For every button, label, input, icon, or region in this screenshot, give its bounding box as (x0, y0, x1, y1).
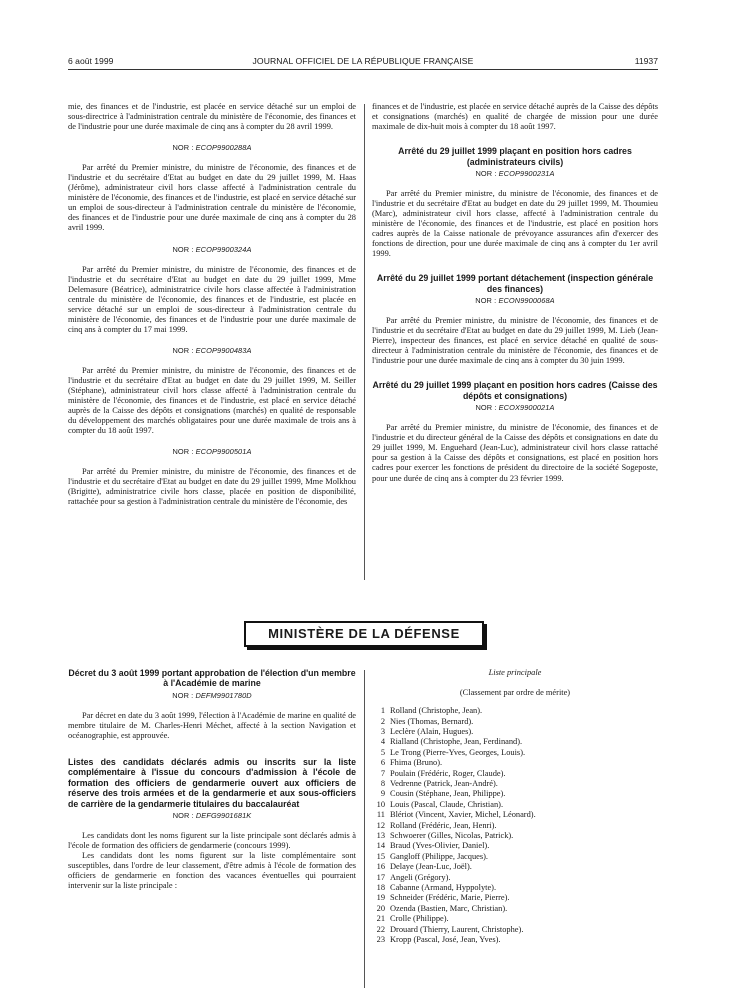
list-item-rank: 5 (380, 747, 385, 757)
nor-code: ECOP9900324A (195, 244, 252, 254)
list-item-name: Vedrenne (Patrick, Jean-André). (390, 778, 498, 788)
continuation-paragraph: finances et de l'industrie, est placée en service détaché auprès de la Caisse des dépôts et consignations (marchés) en qualité de chargée de mission pour une durée maximale de dix-huit mois à compter du 18 août 1997. (372, 102, 658, 132)
header-journal-title: JOURNAL OFFICIEL DE LA RÉPUBLIQUE FRANÇAISE (252, 56, 474, 66)
nor-label: NOR : (475, 296, 497, 306)
nor-code: ECON9900068A (498, 296, 555, 306)
decree-paragraph: Par arrêté du Premier ministre, du ministre de l'économie, des finances et de l'industrie et du secrétaire d'Etat au budget en date du 29 juillet 1999, M. Thoumieu (Marc), administrateur civil hors classe, affecté à l'administration centrale du ministère de l'économie, des finances et de l'industrie, est placé en position hors cadres auprès de la Caisse nationale de prévoyance assurances afin d'exercer des fonctions de direction, pour une durée maximale de cinq ans à compter du 1er avril 1999. (372, 189, 658, 259)
bottom-right-column (372, 668, 658, 945)
list-item-name: Schwoerer (Gilles, Nicolas, Patrick). (390, 830, 514, 840)
continuation-paragraph: mie, des finances et de l'industrie, est placée en service détaché sur un emploi de sous-directrice à l'administration centrale du ministère de l'économie, des finances et de l'industrie pour une durée maximale de cinq ans à compter du 28 avril 1999. (68, 102, 356, 132)
column-divider-top (364, 104, 365, 580)
list-item-name: Nies (Thomas, Bernard). (390, 716, 474, 726)
section-heading: Arrêté du 29 juillet 1999 portant détachement (inspection générale des finances) (376, 273, 654, 294)
nor-reference (372, 296, 658, 306)
list-item (372, 789, 658, 799)
nor-reference (68, 346, 356, 356)
section-heading: Listes des candidats déclarés admis ou inscrits sur la liste complémentaire à l'issue du concours d'admission à l'école de formation des officiers de gendarmerie ouvert aux officiers de réserve des trois armées et de la gendarmerie et aux sous-officiers de carrière de la gendarmerie titulaires du baccalauréat (68, 757, 356, 809)
nor-label: NOR : (172, 345, 194, 355)
list-item-rank: 9 (380, 789, 385, 799)
list-item (372, 769, 658, 779)
body-paragraph: Les candidats dont les noms figurent sur la liste complémentaire sont susceptibles, dans l'ordre de leur classement, d'être admis à l'école de formation des officiers de gendarmerie en fonction des vacances éventuelles qui pourraient intervenir sur la liste principale : (68, 851, 356, 891)
list-item-name: Gangloff (Philippe, Jacques). (390, 851, 488, 861)
list-title: Liste principale (488, 668, 542, 677)
list-item-rank: 16 (376, 862, 385, 872)
list-item (372, 862, 658, 872)
list-item (372, 810, 658, 820)
ministry-banner: MINISTÈRE DE LA DÉFENSE (244, 621, 484, 647)
nor-reference (372, 169, 658, 179)
section-heading: Décret du 3 août 1999 portant approbation de l'élection d'un membre à l'Académie de marine (68, 668, 356, 689)
list-item-rank: 4 (380, 737, 385, 747)
list-item-name: Delaye (Jean-Luc, Joël). (390, 862, 472, 872)
list-item (372, 873, 658, 883)
top-left-column (68, 102, 356, 508)
list-item-rank: 6 (380, 758, 385, 768)
nor-reference (68, 811, 356, 821)
list-item (372, 914, 658, 924)
list-item-rank: 15 (376, 851, 385, 861)
nor-code: DEFM9901780D (195, 690, 252, 700)
decree-paragraph: Par arrêté du Premier ministre, du ministre de l'économie, des finances et de l'industrie et du secrétaire d'Etat au budget en date du 29 juillet 1999, Mme Delemasure (Béatrice), administratrice civile hors classe affectée à l'administration centrale du ministère de l'économie, des finances et de l'industrie, est placée en service détaché sur un emploi de sous-directeur à l'administration centrale du ministère de l'économie, des finances et de l'industrie pour une durée maximale de cinq ans à compter du 17 mai 1999. (68, 264, 356, 334)
list-item-rank: 21 (376, 914, 385, 924)
list-item-name: Blériot (Vincent, Xavier, Michel, Léonard). (390, 810, 536, 820)
list-item (372, 821, 658, 831)
nor-code: ECOP9900501A (195, 447, 252, 457)
nor-reference (68, 245, 356, 255)
list-item-name: Angeli (Grégory). (390, 872, 451, 882)
decree-paragraph: Par arrêté du Premier ministre, du ministre de l'économie, des finances et de l'industrie et du secrétaire d'Etat au budget en date du 29 juillet 1999, M. Haas (Jérôme), administrateur civil hors classe affecté à l'administration centrale du ministère de l'économie, des finances et de l'industrie, est placé en service détaché sur un emploi de sous-directeur à l'administration centrale du ministère de l'économie, des finances et de l'industrie pour une durée maximale de cinq ans à compter du 28 avril 1999. (68, 163, 356, 233)
nor-code: ECOP9900288A (195, 143, 252, 153)
list-item (372, 706, 658, 716)
list-item-rank: 12 (376, 820, 385, 830)
list-item (372, 758, 658, 768)
list-item-name: Crolle (Philippe). (390, 914, 449, 924)
list-item-rank: 18 (376, 883, 385, 892)
nor-code: ECOP9900483A (195, 345, 252, 355)
list-item (372, 737, 658, 747)
page-header (68, 56, 658, 70)
list-item-name: Poulain (Frédéric, Roger, Claude). (390, 768, 506, 778)
list-item-rank: 10 (376, 799, 385, 809)
decree-paragraph: Par décret en date du 3 août 1999, l'élection à l'Académie de marine en qualité de membre titulaire de M. Charles-Henri Méchet, affecté à la section Navigation et océanographie, est approuvée. (68, 710, 356, 740)
nor-label: NOR : (172, 811, 194, 821)
list-item-rank: 22 (376, 924, 385, 934)
column-divider-bottom (364, 670, 365, 988)
nor-label: NOR : (475, 168, 497, 178)
list-item-rank: 13 (376, 830, 385, 840)
top-right-column (372, 102, 658, 484)
nor-code: DEFG9901681K (195, 811, 252, 821)
section-heading: Arrêté du 29 juillet 1999 plaçant en position hors cadres (administrateurs civils) (398, 146, 632, 167)
list-item (372, 748, 658, 758)
decree-paragraph: Par arrêté du Premier ministre, du ministre de l'économie, des finances et de l'industrie et du secrétaire d'Etat au budget en date du 29 juillet 1999, Mme Molkhou (Brigitte), administratrice civile hors classe, placée en position de disponibilité, rattachée pour sa gestion à l'administration centrale du ministère de l'économie, des (68, 467, 356, 507)
list-item (372, 841, 658, 851)
list-item-name: Schneider (Frédéric, Marie, Pierre). (390, 893, 510, 903)
list-item-name: Drouard (Thierry, Laurent, Christophe). (390, 924, 524, 934)
list-item-rank: 14 (376, 841, 385, 851)
list-item-rank: 8 (380, 778, 385, 788)
list-item-name: Leclère (Alain, Hugues). (390, 726, 474, 736)
list-item-name: Rolland (Christophe, Jean). (390, 706, 483, 716)
decree-paragraph: Par arrêté du Premier ministre, du ministre de l'économie, des finances et de l'industrie et du secrétaire d'Etat au budget en date du 29 juillet 1999, M. Lieb (Jean-Pierre), inspecteur des finances, est placé en service détaché en qualité de sous-directeur à l'administration centrale du ministère de l'économie, des finances et de l'industrie pour une durée maximale de cinq ans à compter du 30 juin 1999. (372, 316, 658, 366)
candidate-list (372, 706, 658, 945)
header-rule (68, 69, 658, 70)
list-item (372, 779, 658, 789)
list-item (372, 852, 658, 862)
list-item-rank: 1 (380, 706, 385, 716)
list-item-name: Louis (Pascal, Claude, Christian). (390, 799, 504, 809)
list-subtitle: (Classement par ordre de mérite) (459, 688, 571, 698)
list-item-name: Rolland (Frédéric, Jean, Henri). (390, 820, 497, 830)
list-item (372, 727, 658, 737)
section-heading: Arrêté du 29 juillet 1999 plaçant en position hors cadres (Caisse des dépôts et consignations) (372, 380, 658, 401)
list-item-rank: 19 (376, 893, 385, 903)
header-date: 6 août 1999 (68, 56, 114, 66)
list-item-name: Le Trong (Pierre-Yves, Georges, Louis). (390, 747, 526, 757)
nor-code: ECOX9900021A (498, 403, 555, 413)
list-item-name: Cabanne (Armand, Hyppolyte). (390, 883, 497, 892)
body-paragraph: Les candidats dont les noms figurent sur la liste principale sont déclarés admis à l'école de formation des officiers de gendarmerie (concours 1999). (68, 831, 356, 851)
nor-reference (372, 403, 658, 413)
list-item (372, 904, 658, 914)
nor-label: NOR : (172, 447, 194, 457)
list-item (372, 893, 658, 903)
nor-label: NOR : (172, 690, 194, 700)
nor-reference (68, 447, 356, 457)
list-item-rank: 11 (376, 810, 385, 820)
nor-code: ECOP9900231A (498, 168, 555, 178)
list-item-rank: 20 (376, 903, 385, 913)
list-item (372, 925, 658, 935)
nor-label: NOR : (172, 143, 194, 153)
nor-reference (68, 691, 356, 701)
list-item (372, 935, 658, 945)
list-item (372, 717, 658, 727)
list-item-rank: 17 (376, 872, 385, 882)
nor-label: NOR : (172, 244, 194, 254)
header-page-number: 11937 (634, 56, 658, 66)
list-item-name: Fhima (Bruno). (390, 758, 443, 768)
list-item-name: Rialland (Christophe, Jean, Ferdinand). (390, 737, 523, 747)
list-item-name: Kropp (Pascal, José, Jean, Yves). (390, 935, 501, 945)
decree-paragraph: Par arrêté du Premier ministre, du ministre de l'économie, des finances et de l'industrie et du secrétaire d'Etat au budget en date du 29 juillet 1999, M. Seiller (Stéphane), administrateur civil hors classe affecté à l'administration centrale du ministère de l'économie, des finances et de l'industrie, est placé en service détaché auprès de la Caisse des dépôts et consignations (marchés) en qualité de responsable du développement des marchés obligataires pour une durée maximale de trois ans à compter du 18 août 1997. (68, 365, 356, 436)
list-item (372, 883, 658, 893)
list-item (372, 800, 658, 810)
list-item-name: Cousin (Stéphane, Jean, Philippe). (390, 789, 506, 799)
list-item-rank: 23 (376, 935, 385, 945)
decree-paragraph: Par arrêté du Premier ministre, du ministre de l'économie, des finances et de l'industrie et du directeur général de la Caisse des dépôts et consignations en date du 29 juillet 1999, M. Enguehard (Jean-Luc), administrateur civil hors classe rattaché pour sa gestion à la Caisse des dépôts et consignations, est placé en position hors cadres pour exercer les fonctions de président du directoire de la société Sogeposte, pour une durée de cinq ans à compter du 23 février 1999. (372, 423, 658, 483)
list-item-name: Braud (Yves-Olivier, Daniel). (390, 841, 490, 851)
list-item-rank: 3 (380, 726, 385, 736)
nor-reference (68, 143, 356, 153)
list-item-name: Ozenda (Bastien, Marc, Christian). (390, 903, 508, 913)
nor-label: NOR : (475, 403, 497, 413)
list-item-rank: 7 (380, 768, 385, 778)
list-item-rank: 2 (380, 716, 385, 726)
list-item (372, 831, 658, 841)
bottom-left-column (68, 668, 356, 891)
